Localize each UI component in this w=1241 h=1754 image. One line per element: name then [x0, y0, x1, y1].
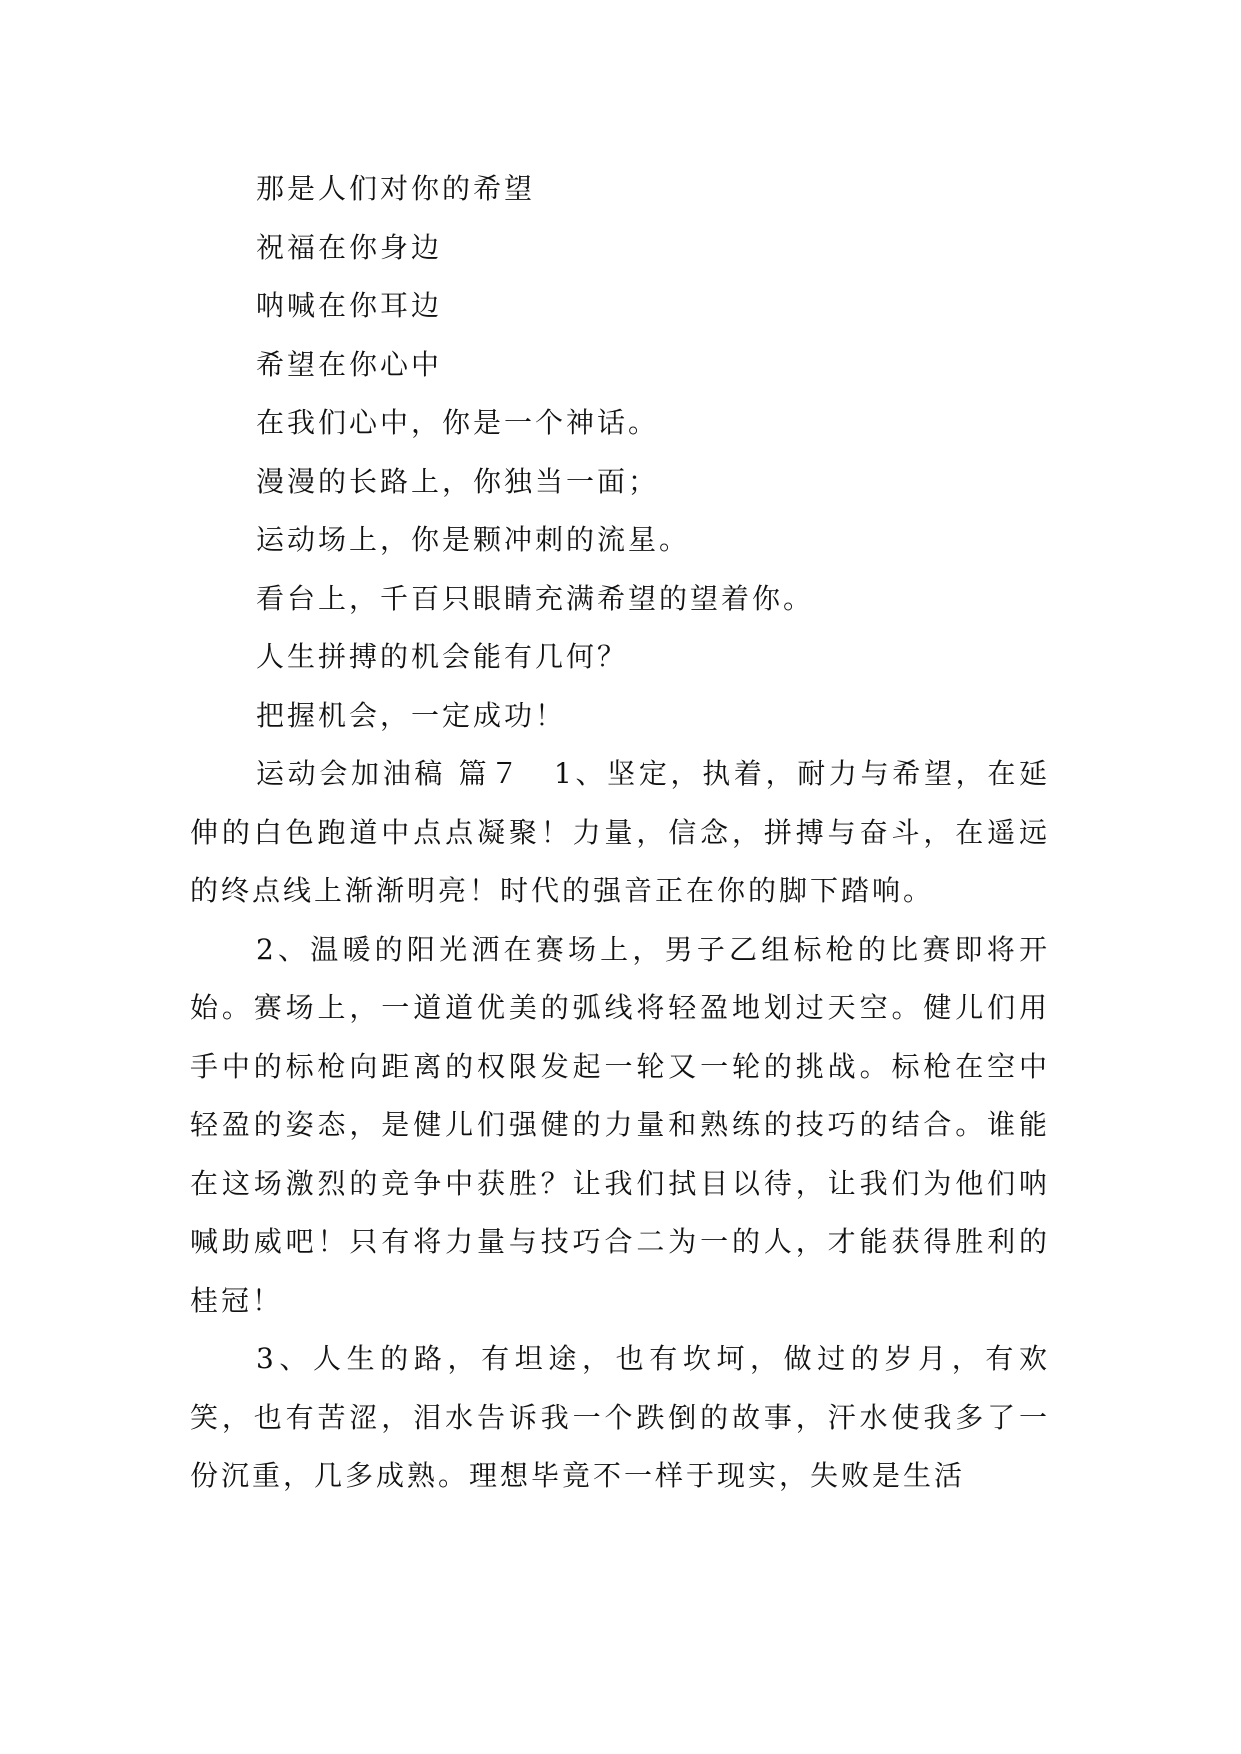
document-body	[190, 160, 1050, 1506]
poem-line: 呐喊在你耳边	[256, 289, 443, 322]
poem-line: 希望在你心中	[256, 347, 443, 381]
poem-line: 把握机会，一定成功！	[256, 698, 567, 732]
paragraph-2: 2、温暖的阳光洒在赛场上，男子乙组标枪的比赛即将开始。赛场上，一道道优美的弧线将轻盈地划过天空。健儿们用手中的标枪向距离的权限发起一轮又一轮的挑战。标枪在空中轻盈的姿态，是健儿们强健的力量和熟练的技巧的结合。谁能在这场激烈的竞争中获胜？让我们拭目以待，让我们为他们呐喊助威吧！只有将力量与技巧合二为一的人，才能获得胜利的桂冠！	[190, 932, 1050, 1317]
poem-line: 在我们心中，你是一个神话。	[256, 406, 660, 439]
section-paragraph-1	[190, 745, 1050, 921]
paragraph-text: 1、坚定，执着，耐力与希望，在延伸的白色跑道中点点凝聚！力量，信念，拼搏与奋斗，在遥远的终点线上渐渐明亮！时代的强音正在你的脚下踏响。	[190, 757, 1050, 907]
poem-line: 看台上，千百只眼睛充满希望的望着你。	[256, 581, 815, 615]
paragraph-3: 3、人生的路，有坦途，也有坎坷，做过的岁月，有欢笑，也有苦涩，泪水告诉我一个跌倒的故事，汗水使我多了一份沉重，几多成熟。理想毕竟不一样于现实，失败是生活	[190, 1342, 1050, 1492]
poem-line: 运动场上，你是颗冲刺的流星。	[256, 523, 691, 556]
poem-line: 祝福在你身边	[256, 230, 443, 264]
poem-line: 人生拼搏的机会能有几何？	[256, 640, 629, 673]
section-heading: 运动会加油稿 篇７	[256, 757, 523, 790]
poem-line: 那是人们对你的希望	[256, 172, 536, 205]
poem-line: 漫漫的长路上，你独当一面；	[256, 464, 660, 498]
